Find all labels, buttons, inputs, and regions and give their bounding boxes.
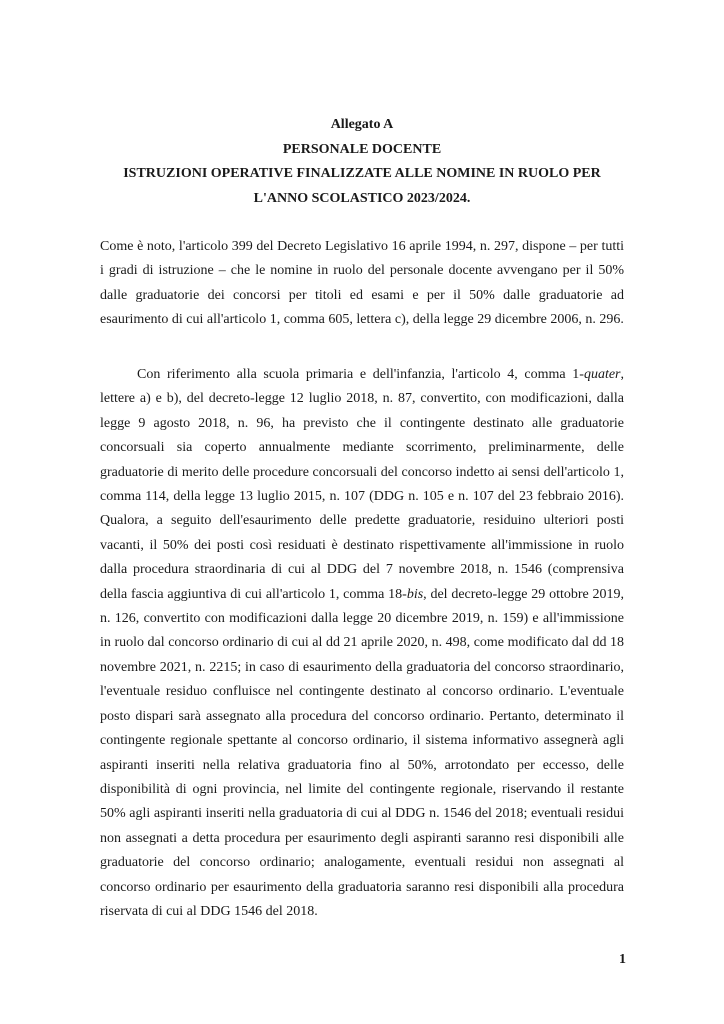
paragraph-text-segment: , del decreto-legge 29 ottobre 2019, n. 126, convertito con modificazioni dalla legge 20 dicembre 2019, n. 159) e all'immissione in ruolo dal concorso ordinario di cui al dd 21 aprile 2020, n. 498, come modificato dal dd 18 novembre 2021, n. 2215; in caso di esaurimento della graduatoria del concorso straordinario, l'eventuale residuo confluisce nel contingente destinato al concorso ordinario. L'eventuale posto dispari sarà assegnato alla procedura del concorso ordinario. Pertanto, determinato il contingente regionale spettante al concorso ordinario, il sistema informativo assegnerà agli aspiranti inseriti nella relativa graduatoria fino al 50%, arrotondato per eccesso, delle disponibilità di ogni provincia, nel limite del contingente regionale, riservando il restante 50% agli aspiranti inseriti nella graduatoria di cui al DDG n. 1546 del 2018; eventuali residui non assegnati a detta procedura per esaurimento degli aspiranti saranno resi disponibili alle graduatorie del concorso ordinario; analogamente, eventuali residui non assegnati al concorso ordinario per esaurimento della graduatoria saranno resi disponibili alla procedura riservata di cui al DDG 1546 del 2018. bbox=[100, 586, 624, 919]
section-title: PERSONALE DOCENTE bbox=[282, 141, 442, 157]
instructions-title: ISTRUZIONI OPERATIVE FINALIZZATE ALLE NOMINE IN RUOLO PER bbox=[123, 166, 601, 181]
page-number: 1 bbox=[619, 952, 626, 967]
school-year-title: L'ANNO SCOLASTICO 2023/2024. bbox=[253, 190, 471, 206]
paragraph-text-segment: Con riferimento alla scuola primaria e dell'infanzia, l'articolo 4, comma 1- bbox=[137, 367, 584, 382]
italic-term-bis: bis bbox=[406, 586, 424, 602]
primary-school-paragraph bbox=[100, 363, 624, 924]
italic-term-quater: quater bbox=[583, 367, 621, 382]
attachment-title: Allegato A bbox=[330, 117, 394, 132]
intro-paragraph: Come è noto, l'articolo 399 del Decreto Legislativo 16 aprile 1994, n. 297, dispone – per tutti i gradi di istruzione – che le nomine in ruolo del personale docente avvengano per il 50% dalle graduatorie dei concorsi per titoli ed esami e per il 50% dalle graduatorie ad esaurimento di cui all'articolo 1, comma 605, lettera c), della legge 29 dicembre 2006, n. 296. bbox=[100, 239, 624, 328]
document-heading bbox=[100, 113, 624, 211]
paragraph-text-segment: , lettere a) e b), del decreto-legge 12 luglio 2018, n. 87, convertito, con modificazioni, dalla legge 9 agosto 2018, n. 96, ha previsto che il contingente destinato alle graduatorie concorsuali sia coperto annualmente mediante scorrimento, preliminarmente, delle graduatorie di merito delle procedure concorsuali del concorso indetto ai sensi dell'articolo 1, comma 114, della legge 13 luglio 2015, n. 107 (DDG n. 105 e n. 107 del 23 febbraio 2016). Qualora, a seguito dell'esaurimento delle predette graduatorie, residuino ulteriori posti vacanti, il 50% dei posti così residuati è destinato rispettivamente all'immissione in ruolo dalla procedura straordinaria di cui al DDG del 7 novembre 2018, n. 1546 (comprensiva della fascia aggiuntiva di cui all'articolo 1, comma 18- bbox=[100, 367, 624, 602]
